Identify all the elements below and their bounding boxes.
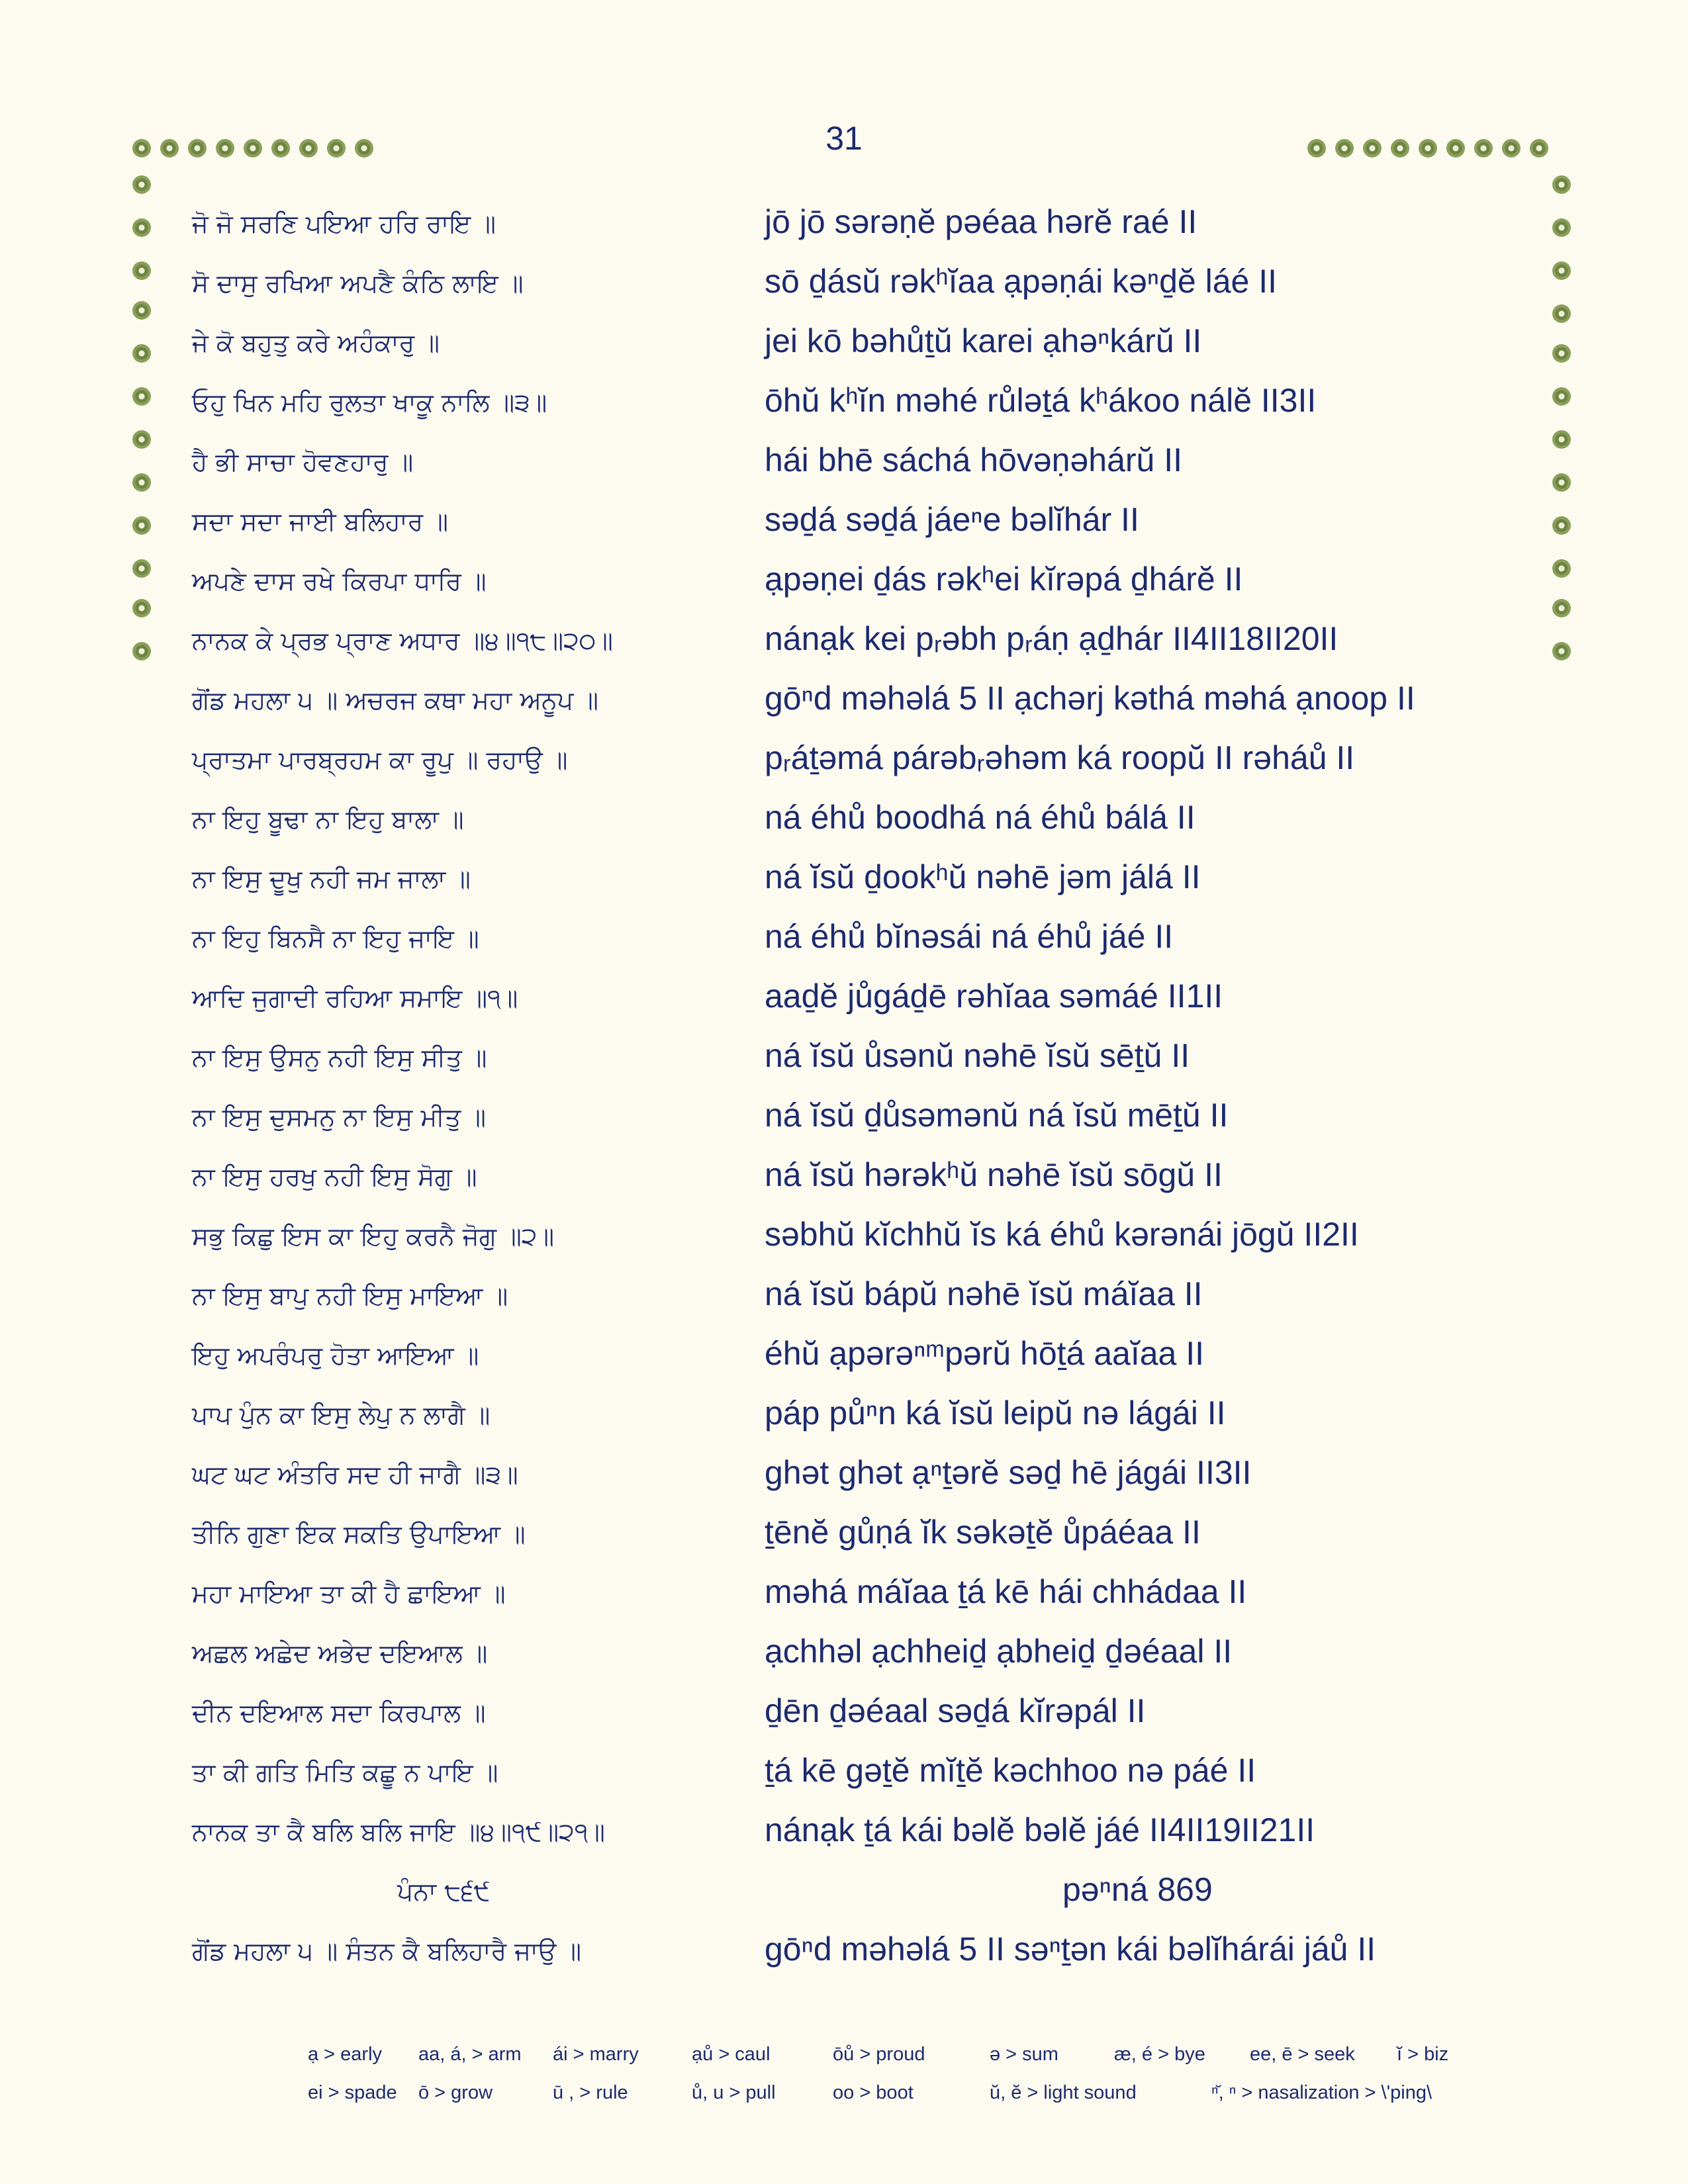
transliteration-text: məhá máĭaa ṯá kē hái chhádaa II <box>765 1573 1247 1610</box>
gurmukhi-text: ਜੋ ਜੋ ਸਰਣਿ ਪਇਆ ਹਰਿ ਰਾਇ ॥ <box>192 209 496 238</box>
flower-ornament-icon <box>1474 139 1493 158</box>
flower-ornament-icon <box>1552 175 1571 194</box>
verse-line <box>0 1747 1688 1800</box>
flower-ornament-icon <box>327 139 346 158</box>
flower-ornament-icon <box>1502 139 1521 158</box>
flower-ornament-icon <box>1363 139 1382 158</box>
gurmukhi-text: ਨਾ ਇਸੁ ਹਰਖੁ ਨਹੀ ਇਸੁ ਸੋਗੁ ॥ <box>192 1162 477 1191</box>
gurmukhi-text: ਅਪਣੇ ਦਾਸ ਰਖੇ ਕਿਰਪਾ ਧਾਰਿ ॥ <box>192 567 487 596</box>
verse-line <box>0 1807 1688 1860</box>
transliteration-text: ná ĭsŭ bápŭ nəhē ĭsŭ máĭaa II <box>765 1275 1203 1312</box>
legend-entry: ạ > early <box>308 2044 383 2065</box>
verse-line <box>0 1330 1688 1383</box>
gurmukhi-text: ਸਭੁ ਕਿਛੁ ਇਸ ਕਾ ਇਹੁ ਕਰਨੈ ਜੋਗੁ ॥੨॥ <box>192 1222 555 1251</box>
verse-line <box>0 854 1688 907</box>
legend-entry: oo > boot <box>833 2082 914 2103</box>
legend-entry: ů, u > pull <box>692 2082 776 2103</box>
legend-entry: æ, é > bye <box>1114 2044 1205 2065</box>
gurmukhi-text: ਅਛਲ ਅਛੇਦ ਅਭੇਦ ਦਇਆਲ ॥ <box>192 1639 488 1668</box>
flower-ornament-icon <box>188 139 207 158</box>
legend-entry: ōů > proud <box>833 2044 925 2065</box>
flower-ornament-icon <box>1307 139 1326 158</box>
transliteration-text: ōhŭ kʰĭn məhé růləṯá kʰákoo nálĕ II3II <box>765 382 1317 419</box>
transliteration-text: hái bhē sáchá hōvəṇəhárŭ II <box>765 441 1183 478</box>
transliteration-text: sō ḏásŭ rəkʰĭaa ạpəṇái kəⁿḏĕ láé II <box>765 263 1278 300</box>
transliteration-text: ná ĭsŭ ḏůsəmənŭ ná ĭsŭ mēṯŭ II <box>765 1097 1229 1134</box>
verse-line <box>0 1032 1688 1085</box>
gurmukhi-text: ਨਾ ਇਸੁ ਦੁਸਮਨੁ ਨਾ ਇਸੁ ਮੀਤੁ ॥ <box>192 1103 486 1132</box>
transliteration-text: ná éhů boodhá ná éhů bálá II <box>765 799 1196 836</box>
gurmukhi-text: ਨਾ ਇਸੁ ਦੂਖੁ ਨਹੀ ਜਮ ਜਾਲਾ ॥ <box>192 864 471 893</box>
transliteration-text: nánạk kei pᵣəbh pᵣáṇ ạḏhár II4II18II20II <box>765 620 1338 657</box>
gurmukhi-text: ਦੀਨ ਦਇਆਲ ਸਦਾ ਕਿਰਪਾਲ ॥ <box>192 1698 486 1727</box>
verse-line <box>0 615 1688 668</box>
transliteration-text: ạpəṇei ḏás rəkʰei kĭrəpá ḏhárĕ II <box>765 561 1243 598</box>
flower-ornament-icon <box>1419 139 1437 158</box>
legend-entry: ə > sum <box>990 2044 1058 2065</box>
flower-ornament-icon <box>132 139 151 158</box>
flower-ornament-icon <box>355 139 373 158</box>
verse-line <box>0 556 1688 609</box>
page-marker-transliteration: pəⁿná 869 <box>1062 1871 1213 1908</box>
legend-entry: ái > marry <box>553 2044 639 2065</box>
verse-line <box>0 913 1688 966</box>
gurmukhi-text: ਗੋਂਡ ਮਹਲਾ ੫ ॥ ਸੰਤਨ ਕੈ ਬਲਿਹਾਰੈ ਜਾਉ ॥ <box>192 1936 582 1966</box>
transliteration-text: səḏá səḏá jáeⁿe bəlĭhár II <box>765 501 1139 538</box>
legend-entry: ū , > rule <box>553 2082 628 2103</box>
transliteration-text: páp půⁿn ká ĭsŭ leipŭ nə lágái II <box>765 1394 1226 1432</box>
gurmukhi-text: ਪ੍ਰਾਤਮਾ ਪਾਰਬ੍ਰਹਮ ਕਾ ਰੂਪੁ ॥ ਰਹਾਉ ॥ <box>192 745 568 774</box>
flower-ornament-icon <box>299 139 318 158</box>
flower-ornament-icon <box>132 175 151 194</box>
transliteration-text: ná ĭsŭ ḏookʰŭ nəhē jəm jálá II <box>765 858 1201 895</box>
gurmukhi-text: ਮਹਾ ਮਾਇਆ ਤਾ ਕੀ ਹੈ ਛਾਇਆ ॥ <box>192 1579 506 1608</box>
gurmukhi-text: ਪਾਪ ਪੁੰਨ ਕਾ ਇਸੁ ਲੇਪੁ ਨ ਲਾਗੈ ॥ <box>192 1400 491 1430</box>
verse-line <box>0 1628 1688 1681</box>
verse-line <box>0 1152 1688 1205</box>
gurmukhi-text: ਤਾ ਕੀ ਗਤਿ ਮਿਤਿ ਕਛੂ ਨ ਪਾਇ ॥ <box>192 1758 498 1787</box>
transliteration-text: pᵣáṯəmá párəbᵣəhəm ká roopŭ II rəháů II <box>765 739 1355 776</box>
gurmukhi-text: ਆਦਿ ਜੁਗਾਦੀ ਰਹਿਆ ਸਮਾਇ ॥੧॥ <box>192 983 518 1013</box>
transliteration-text: jō jō sərəṇĕ pəéaa hərĕ raé II <box>765 203 1197 240</box>
transliteration-text: gōⁿd məhəlá 5 II səⁿṯən kái bəlĭhárái jáů II <box>765 1931 1376 1968</box>
verse-line <box>0 1866 1688 1919</box>
transliteration-text: ná éhů bĭnəsái ná éhů jáé II <box>765 918 1174 955</box>
verse-line <box>0 1449 1688 1502</box>
transliteration-text: səbhŭ kĭchhŭ ĭs ká éhů kərənái jōgŭ II2II <box>765 1216 1359 1253</box>
gurmukhi-text: ਸਦਾ ਸਦਾ ਜਾਈ ਬਲਿਹਾਰ ॥ <box>192 507 448 536</box>
gurmukhi-text: ਓਹੁ ਖਿਨ ਮਹਿ ਰੁਲਤਾ ਖਾਕੂ ਨਾਲਿ ॥੩॥ <box>192 388 547 417</box>
gurmukhi-text: ਸੋ ਦਾਸੁ ਰਖਿਆ ਅਪਣੈ ਕੰਠਿ ਲਾਇ ॥ <box>192 269 524 298</box>
legend-entry: ee, ē > seek <box>1250 2044 1355 2065</box>
transliteration-text: ṯá kē gəṯĕ mĭṯĕ kəchhoo nə páé II <box>765 1752 1256 1789</box>
flower-ornament-icon <box>160 139 179 158</box>
legend-entry: ⁿ̆, ⁿ > nasalization > \'ping\ <box>1211 2082 1432 2103</box>
legend-entry: ĭ > biz <box>1397 2044 1449 2065</box>
verse-line <box>0 258 1688 311</box>
verse-line <box>0 794 1688 847</box>
transliteration-text: jei kō bəhůṯŭ karei ạhəⁿkárŭ II <box>765 322 1202 359</box>
verse-line <box>0 1688 1688 1741</box>
verse-line <box>0 318 1688 371</box>
transliteration-text: ạchhəl ạchheiḏ ạbheiḏ ḏəéaal II <box>765 1633 1233 1670</box>
verse-line <box>0 496 1688 549</box>
gurmukhi-text: ਜੇ ਕੋ ਬਹੁਤੁ ਕਰੇ ਅਹੰਕਾਰੁ ॥ <box>192 328 440 357</box>
gurmukhi-text: ਨਾਨਕ ਕੇ ਪ੍ਰਭ ਪ੍ਰਾਣ ਅਧਾਰ ॥੪॥੧੮॥੨੦॥ <box>192 626 613 655</box>
gurmukhi-text: ਨਾ ਇਸੁ ਬਾਪੁ ਨਹੀ ਇਸੁ ਮਾਇਆ ॥ <box>192 1281 508 1310</box>
verse-line <box>0 1390 1688 1443</box>
legend-entry: ạů > caul <box>692 2044 771 2065</box>
verse-line <box>0 1271 1688 1324</box>
flower-ornament-icon <box>1391 139 1409 158</box>
verse-line <box>0 1092 1688 1145</box>
verse-line <box>0 1569 1688 1621</box>
verse-line <box>0 973 1688 1026</box>
verse-line <box>0 735 1688 788</box>
verse-line <box>0 1926 1688 1979</box>
flower-ornament-icon <box>271 139 290 158</box>
verse-line <box>0 437 1688 490</box>
gurmukhi-text: ਇਹੁ ਅਪਰੰਪਰੁ ਹੋਤਾ ਆਇਆ ॥ <box>192 1341 479 1370</box>
gurmukhi-text: ਨਾ ਇਹੁ ਬੂਢਾ ਨਾ ਇਹੁ ਬਾਲਾ ॥ <box>192 805 464 834</box>
verse-line <box>0 1509 1688 1562</box>
flower-ornament-icon <box>1446 139 1465 158</box>
transliteration-text: ná ĭsŭ ůsənŭ nəhē ĭsŭ sēṯŭ II <box>765 1037 1190 1074</box>
transliteration-text: ná ĭsŭ hərəkʰŭ nəhē ĭsŭ sōgŭ II <box>765 1156 1223 1193</box>
gurmukhi-text: ਗੋਂਡ ਮਹਲਾ ੫ ॥ ਅਚਰਜ ਕਥਾ ਮਹਾ ਅਨੂਪ ॥ <box>192 686 598 715</box>
flower-ornament-icon <box>244 139 262 158</box>
gurmukhi-text: ਨਾ ਇਸੁ ਉਸਨੁ ਨਹੀ ਇਸੁ ਸੀਤੁ ॥ <box>192 1043 487 1072</box>
legend-entry: ō > grow <box>418 2082 493 2103</box>
transliteration-text: gōⁿd məhəlá 5 II ạchərj kəthá məhá ạnoop II <box>765 680 1415 717</box>
legend-entry: aa, á, > arm <box>418 2044 522 2065</box>
page-number: 31 <box>825 120 863 157</box>
gurmukhi-text: ਨਾ ਇਹੁ ਬਿਨਸੈ ਨਾ ਇਹੁ ਜਾਇ ॥ <box>192 924 479 953</box>
verse-line <box>0 199 1688 251</box>
flower-ornament-icon <box>1335 139 1354 158</box>
verse-line <box>0 1211 1688 1264</box>
transliteration-text: ghət ghət ạⁿṯərĕ səḏ hē jágái II3II <box>765 1454 1252 1491</box>
transliteration-text: nánạk ṯá kái bəlĕ bəlĕ jáé II4II19II21II <box>765 1811 1315 1848</box>
gurmukhi-text: ਹੈ ਭੀ ਸਾਚਾ ਹੋਵਣਹਾਰੁ ॥ <box>192 447 414 477</box>
transliteration-text: éhŭ ạpərəⁿᵐpərŭ hōṯá aaĭaa II <box>765 1335 1205 1372</box>
legend-entry: ei > spade <box>308 2082 397 2103</box>
transliteration-text: ṯēnĕ gůṇá ĭk səkəṯĕ ůpáéaa II <box>765 1514 1201 1551</box>
gurmukhi-text: ਘਟ ਘਟ ਅੰਤਰਿ ਸਦ ਹੀ ਜਾਗੈ ॥੩॥ <box>192 1460 518 1489</box>
flower-ornament-icon <box>216 139 234 158</box>
gurmukhi-text: ਤੀਨਿ ਗੁਣਾ ਇਕ ਸਕਤਿ ਉਪਾਇਆ ॥ <box>192 1520 526 1549</box>
verse-line <box>0 675 1688 728</box>
flower-ornament-icon <box>1530 139 1548 158</box>
transliteration-text: aaḏĕ jůgáḏē rəhĭaa səmáé II1II <box>765 978 1223 1015</box>
transliteration-text: ḏēn ḏəéaal səḏá kĭrəpál II <box>765 1692 1146 1729</box>
gurmukhi-text: ਨਾਨਕ ਤਾ ਕੈ ਬਲਿ ਬਲਿ ਜਾਇ ॥੪॥੧੯॥੨੧॥ <box>192 1817 605 1846</box>
verse-line <box>0 377 1688 430</box>
page-marker-gurmukhi: ਪੰਨਾ ੮੬੯ <box>397 1877 491 1906</box>
legend-entry: ŭ, ĕ > light sound <box>990 2082 1137 2103</box>
